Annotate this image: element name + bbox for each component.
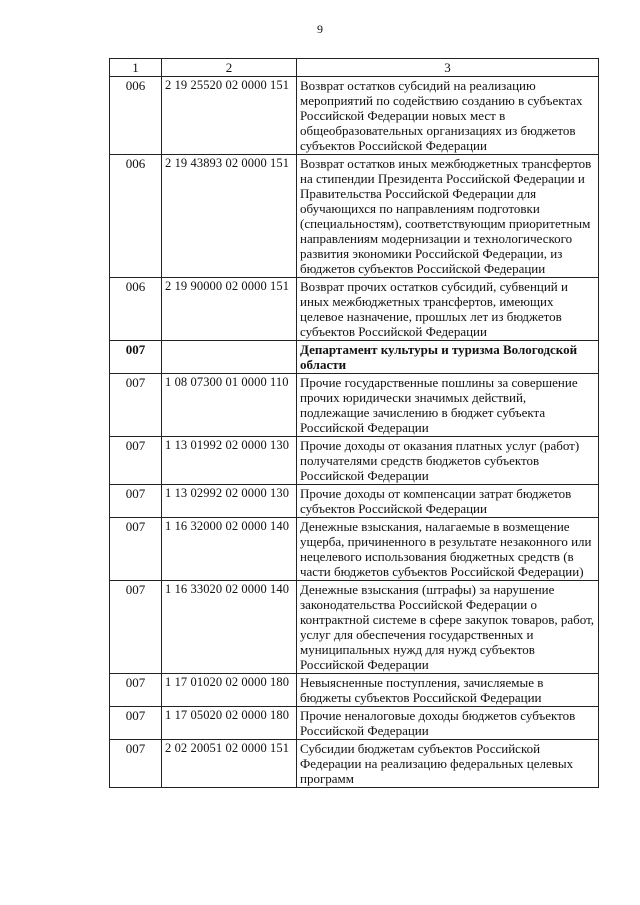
admin-code-cell: 006 [110, 77, 162, 155]
admin-code-cell: 007 [110, 518, 162, 581]
admin-code-cell: 007 [110, 581, 162, 674]
admin-code-cell: 006 [110, 155, 162, 278]
table-row [110, 437, 599, 485]
income-name-cell: Возврат остатков субсидий на реализацию мероприятий по содействию созданию в субъектах Российской Федерации новых мест в общеобразовательных организациях из бюджетов субъектов Российской Федерации [297, 77, 599, 155]
budget-code-cell: 1 16 32000 02 0000 140 [162, 518, 297, 581]
table-row [110, 581, 599, 674]
department-row [110, 341, 599, 374]
budget-code-cell: 1 13 02992 02 0000 130 [162, 485, 297, 518]
budget-code-cell: 1 16 33020 02 0000 140 [162, 581, 297, 674]
income-name-cell: Прочие доходы от оказания платных услуг (работ) получателями средств бюджетов субъектов Российской Федерации [297, 437, 599, 485]
income-name-cell: Субсидии бюджетам субъектов Российской Федерации на реализацию федеральных целевых программ [297, 740, 599, 788]
table-row [110, 674, 599, 707]
table-row [110, 278, 599, 341]
income-name-cell: Департамент культуры и туризма Вологодской области [297, 341, 599, 374]
column-header-3: 3 [297, 59, 599, 77]
admin-code-cell: 007 [110, 485, 162, 518]
budget-code-cell: 2 19 43893 02 0000 151 [162, 155, 297, 278]
table-row [110, 707, 599, 740]
budget-code-cell: 1 17 05020 02 0000 180 [162, 707, 297, 740]
budget-code-cell: 2 19 90000 02 0000 151 [162, 278, 297, 341]
table-row [110, 155, 599, 278]
budget-code-cell: 1 13 01992 02 0000 130 [162, 437, 297, 485]
income-name-cell: Денежные взыскания, налагаемые в возмещение ущерба, причиненного в результате незаконного или нецелевого использования бюджетных средств (в части бюджетов субъектов Российской Федерации) [297, 518, 599, 581]
table-row [110, 485, 599, 518]
admin-code-cell: 007 [110, 740, 162, 788]
table-header-row [110, 59, 599, 77]
page-number: 9 [317, 22, 323, 36]
income-name-cell: Прочие неналоговые доходы бюджетов субъектов Российской Федерации [297, 707, 599, 740]
admin-code-cell: 007 [110, 341, 162, 374]
table-row [110, 740, 599, 788]
admin-code-cell: 007 [110, 374, 162, 437]
budget-code-cell: 2 02 20051 02 0000 151 [162, 740, 297, 788]
admin-code-cell: 007 [110, 707, 162, 740]
income-name-cell: Невыясненные поступления, зачисляемые в бюджеты субъектов Российской Федерации [297, 674, 599, 707]
table-row [110, 77, 599, 155]
budget-code-cell [162, 341, 297, 374]
admin-code-cell: 006 [110, 278, 162, 341]
admin-code-cell: 007 [110, 437, 162, 485]
budget-code-cell: 1 08 07300 01 0000 110 [162, 374, 297, 437]
table-row [110, 518, 599, 581]
income-name-cell: Возврат остатков иных межбюджетных трансфертов на стипендии Президента Российской Федерации и Правительства Российской Федерации для обучающихся по направлениям подготовки (специальностям), соответствующим приоритетным направлениям модернизации и технологического развития экономики Российской Федерации, из бюджетов субъектов Российской Федерации [297, 155, 599, 278]
income-name-cell: Прочие государственные пошлины за совершение прочих юридически значимых действий, подлежащие зачислению в бюджет субъекта Российской Федерации [297, 374, 599, 437]
column-header-1: 1 [110, 59, 162, 77]
income-name-cell: Прочие доходы от компенсации затрат бюджетов субъектов Российской Федерации [297, 485, 599, 518]
budget-code-cell: 2 19 25520 02 0000 151 [162, 77, 297, 155]
budget-code-cell: 1 17 01020 02 0000 180 [162, 674, 297, 707]
admin-code-cell: 007 [110, 674, 162, 707]
income-name-cell: Возврат прочих остатков субсидий, субвенций и иных межбюджетных трансфертов, имеющих целевое назначение, прошлых лет из бюджетов субъектов Российской Федерации [297, 278, 599, 341]
revenue-codes-table [109, 58, 599, 788]
column-header-2: 2 [162, 59, 297, 77]
income-name-cell: Денежные взыскания (штрафы) за нарушение законодательства Российской Федерации о контрактной системе в сфере закупок товаров, работ, услуг для обеспечения государственных и муниципальных нужд для нужд субъектов Российской Федерации [297, 581, 599, 674]
table-row [110, 374, 599, 437]
